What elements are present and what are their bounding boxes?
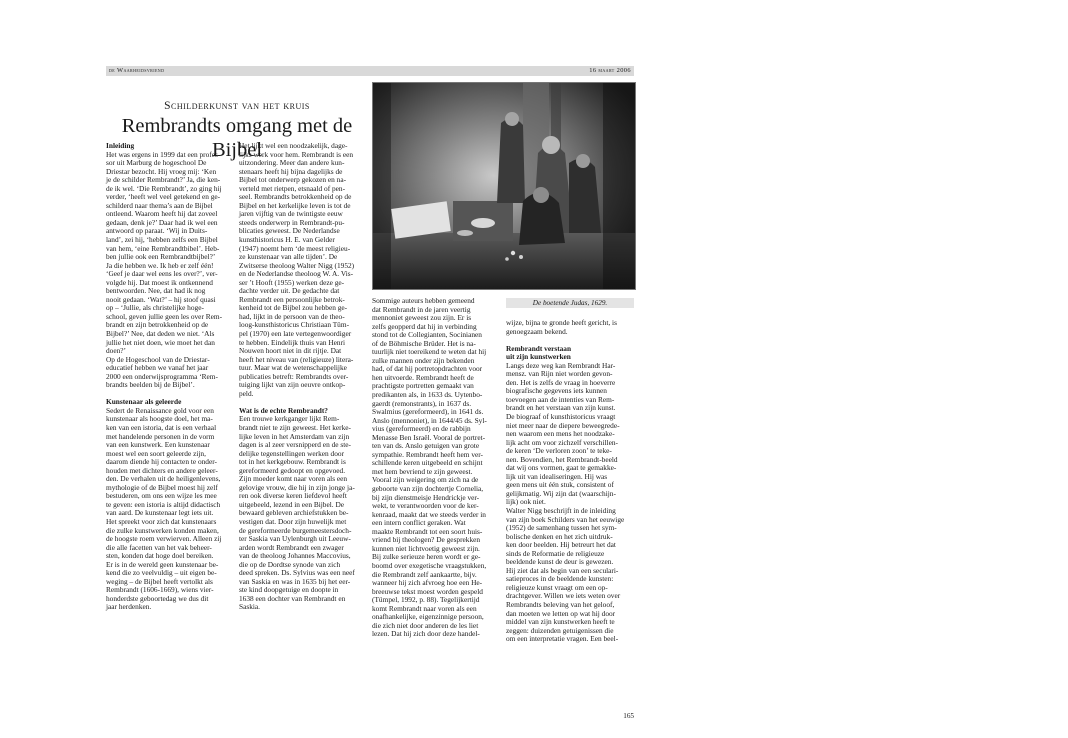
text-line: deed spreken. Ds. Sylvius was een neef bbox=[239, 568, 355, 578]
text-line: vestigen dat. Door zijn huwelijk met bbox=[239, 517, 347, 527]
text-line: op – ‘Jullie, als christelijke hoge- bbox=[106, 303, 204, 313]
section-heading: Kunstenaar als geleerde bbox=[106, 397, 182, 407]
text-line: nen. Bovendien, het Rembrandt-beeld bbox=[506, 454, 618, 464]
newspaper-page bbox=[106, 66, 634, 724]
text-line: jaar herdenken. bbox=[106, 602, 152, 612]
text-line: ken van een istoria, dat is een verhaal bbox=[106, 423, 217, 432]
text-line: Zwitserse theoloog Walter Nigg (1952) bbox=[239, 260, 355, 270]
text-line: De biograaf of kunsthistoricus vraagt bbox=[506, 411, 616, 421]
text-line: Rembrandt (1606-1669), wiens vier- bbox=[106, 585, 214, 595]
section-heading: Inleiding bbox=[106, 141, 135, 150]
painting-image bbox=[372, 82, 636, 290]
paragraph bbox=[239, 142, 368, 398]
text-line: mennoniet geweest zou zijn. Er is bbox=[372, 313, 472, 323]
text-line: hen uitvoerde. Rembrandt heeft de bbox=[372, 372, 474, 382]
paragraph bbox=[106, 407, 230, 612]
text-line: satieproces in de beeldende kunsten: bbox=[506, 574, 614, 584]
text-line: weging – de Bijbel heeft vertolkt als bbox=[106, 576, 213, 586]
text-line: die zulke kunstwerken konden maken, bbox=[106, 525, 219, 535]
text-line: zulke mannen onder zijn bekenden bbox=[372, 355, 475, 365]
text-line: kunsthistoricus H. E. van Gelder bbox=[239, 235, 335, 245]
text-line: sinds de Reformatie de religieuze bbox=[506, 548, 605, 558]
text-line: je de schilder Rembrandt?’ Ja, die ken- bbox=[106, 175, 221, 185]
section-heading: Wat is de echte Rembrandt? bbox=[239, 405, 328, 415]
text-line: die alle facetten van het vak beheer- bbox=[106, 542, 212, 552]
text-line: bij zijn dienstmeisje Hendrickje ver- bbox=[372, 492, 480, 502]
text-line: volgde hij. Dat moest ik ontkennend bbox=[106, 277, 213, 287]
text-line: daarom diende hij contacten te onder- bbox=[106, 457, 217, 467]
text-line: Walter Nigg beschrijft in de inleiding bbox=[506, 505, 616, 515]
text-line: kenraad, maakt dat we steeds verder in bbox=[372, 509, 486, 519]
text-line: tot in het kerkgebouw. Rembrandt is bbox=[239, 457, 346, 467]
text-line: gedaan, denk je?’ Daar had ik wel een bbox=[106, 217, 218, 227]
text-line: biografische gegevens iets kunnen bbox=[506, 386, 607, 396]
page-number: 165 bbox=[623, 712, 634, 720]
text-line: middel van zijn kunstwerken heeft te bbox=[506, 617, 615, 627]
text-line: Er is in de wereld geen kunstenaar be- bbox=[106, 559, 219, 569]
text-line: lezen. Dat hij zich door deze handel- bbox=[372, 629, 480, 639]
paragraph bbox=[506, 362, 634, 644]
text-line: te geven: een istoria is altijd didactisch bbox=[106, 499, 221, 509]
text-line: Anslo (mennoniet), in 1644/45 ds. Syl- bbox=[372, 415, 487, 425]
text-line: nen waarom een mens het noodzake- bbox=[506, 429, 615, 439]
text-line: dagen is al zeer versnipperd en de ste- bbox=[239, 440, 351, 450]
text-line: wekt, te verantwoorden voor de ker- bbox=[372, 501, 479, 511]
text-line: Het lijkt wel een noodzakelijk, dage- bbox=[239, 141, 348, 150]
text-line: seel. Rembrandts betrokkenheid op de bbox=[239, 192, 352, 202]
column-4 bbox=[506, 319, 634, 644]
text-line: gelovige vrouw, die hij in zijn jonge ja- bbox=[239, 482, 355, 492]
text-line: van hem, ‘eine Rembrandtbibel’. Heb- bbox=[106, 243, 220, 253]
text-line: van de theoloog Johannes Maccovius, bbox=[239, 551, 351, 561]
text-line: Ja die hebben we. Ik heb er zelf één! bbox=[106, 260, 214, 270]
text-line: jullie het niet doen, wie moet het dan bbox=[106, 337, 215, 347]
text-line: kunstenaar als hoogste doel, het ma- bbox=[106, 414, 213, 424]
text-line: den. De verhalen uit de heiligenlevens, bbox=[106, 474, 221, 484]
text-line: die op de Dordtse synode van zich bbox=[239, 559, 341, 569]
text-line: of de Böhmische Brüder. Het is na- bbox=[372, 338, 476, 348]
paragraph bbox=[372, 297, 500, 639]
text-line: religieuze kunst vraagt om een op- bbox=[506, 582, 608, 592]
text-line: lijks werk voor hem. Rembrandt is een bbox=[239, 149, 354, 159]
text-line: sor uit Marburg de hogeschool De bbox=[106, 158, 207, 168]
section-heading-line-2: uit zijn kunstwerken bbox=[506, 352, 571, 362]
figure-caption: De boetende Judas, 1629. bbox=[506, 298, 634, 308]
text-line: van aard. De kunstenaar legt iets uit. bbox=[106, 508, 214, 518]
text-line: dachte verder uit. De gedachte dat bbox=[239, 286, 340, 296]
text-line: Vooral zijn weigering om zich na de bbox=[372, 475, 479, 485]
text-line: brandts beelden bij de Bijbel’. bbox=[106, 380, 195, 390]
text-line: ter Saskia van Uylenburgh uit Leeuw- bbox=[239, 534, 351, 544]
text-line: ser ’t Hooft (1955) werken deze ge- bbox=[239, 277, 345, 287]
text-line: (1952) de samenhang tussen het sym- bbox=[506, 523, 617, 533]
text-line: Saskia. bbox=[239, 602, 261, 612]
text-line: nooit gedaan. ‘Wat?’ – hij stoof quasi bbox=[106, 294, 216, 304]
text-line: sympathie. Rembrandt heeft hem ver- bbox=[372, 449, 483, 459]
text-line: Menasse Ben Israël. Vooral de portret- bbox=[372, 432, 486, 442]
text-line: onafhankelijke, eigenzinnige persoon, bbox=[372, 612, 484, 622]
text-line: lijke leven in het Amsterdam van zijn bbox=[239, 431, 350, 441]
text-line: houden met dichters en andere geleer- bbox=[106, 465, 218, 475]
text-line: ken door beelden. Hij betreurt het dat bbox=[506, 540, 616, 550]
text-line: geboorte van zijn dochtertje Cornelia, bbox=[372, 484, 484, 494]
text-line: dan moeten we letten op wat hij door bbox=[506, 608, 616, 618]
text-line: schillende keren uitgebeeld en schijnt bbox=[372, 458, 483, 468]
text-line: (Tümpel, 1992, p. 88). Tegelijkertijd bbox=[372, 595, 480, 605]
text-line: niet meer naar de diepere beweegrede- bbox=[506, 420, 620, 430]
text-line: kunnen niet lichtvoetig geweest zijn. bbox=[372, 543, 480, 553]
text-line: Bijbel tot onderwerp gekozen en na- bbox=[239, 175, 347, 185]
text-line: bewaard gebleven archiefstukken be- bbox=[239, 508, 349, 518]
text-line: die zich niet door anderen de les liet bbox=[372, 620, 479, 630]
text-line: ze kunstenaar van alle tijden’. De bbox=[239, 252, 338, 262]
text-line: kenheid tot de Bijbel zou hebben ge- bbox=[239, 303, 348, 313]
text-line: Swalmius (gereformeerd), in 1641 ds. bbox=[372, 407, 484, 417]
text-line: kend die zo veelvuldig – uit eigen be- bbox=[106, 568, 217, 578]
text-line: zeggen: duizenden getuigenissen die bbox=[506, 625, 614, 635]
text-line: school, geven jullie geen les over Rem- bbox=[106, 311, 223, 321]
text-line: sten, konden dat hoge doel bereiken. bbox=[106, 551, 214, 561]
text-line: ben jullie ook een Rembrandtbijbel?’ bbox=[106, 252, 216, 262]
article-title: Rembrandts omgang met de Bijbel bbox=[121, 115, 353, 161]
text-line: doen?’ bbox=[106, 346, 126, 356]
text-line: gelijkmatig. Wij zijn dat (waarschijn- bbox=[506, 488, 616, 498]
text-line: Bijbel?’ Nee, dat deden we niet. ‘Als bbox=[106, 329, 215, 339]
text-line: Nouwen hoort niet in dit rijtje. Dat bbox=[239, 346, 342, 356]
text-line: dat wij ons vormen, gaat te gemakke- bbox=[506, 463, 617, 473]
text-line: de gereformeerde burgemeestersdoch- bbox=[239, 525, 352, 535]
text-line: gaerdt (remonstrants), in 1637 ds. bbox=[372, 398, 472, 408]
text-line: ten van ds. Anslo getuigen van grote bbox=[372, 441, 480, 451]
text-line: Een trouwe kerkganger lijkt Rem- bbox=[239, 414, 340, 424]
text-line: gereformeerd gedoopt en opgevoed. bbox=[239, 465, 346, 475]
text-line: antwoord op paraat. ‘Wij in Duits- bbox=[106, 226, 208, 236]
text-line: 1638 een dochter van Rembrandt en bbox=[239, 593, 346, 603]
text-line: vriend bij theologen? De gesprekken bbox=[372, 535, 481, 545]
text-line: arden wordt Rembrandt een zwager bbox=[239, 542, 344, 552]
text-line: te hebben. Eindelijk thuis van Henri bbox=[239, 337, 346, 347]
text-line: ste kind doopgetuige en doopte in bbox=[239, 585, 339, 595]
text-line: ontleend. Waarom heeft hij dat zoveel bbox=[106, 209, 218, 219]
text-line: Bijbel en het kerkelijke leven is tot de bbox=[239, 200, 351, 210]
text-line: Op de Hogeschool van de Driestar- bbox=[106, 354, 210, 364]
text-line: Bij zulke serieuze heren wordt er ge- bbox=[372, 552, 481, 562]
text-line: lijk uit van idealiseringen. Hij was bbox=[506, 471, 608, 481]
text-line: vius (gereformeerd) en de rabbijn bbox=[372, 424, 471, 434]
running-header bbox=[106, 66, 634, 76]
text-line: land’, zei hij, ‘hebben zelfs een Bijbel bbox=[106, 235, 218, 245]
column-3 bbox=[372, 297, 500, 639]
text-line: Sedert de Renaissance gold voor een bbox=[106, 405, 214, 415]
column-1 bbox=[106, 142, 230, 612]
text-line: uitzondering. Meer dan andere kun- bbox=[239, 158, 345, 168]
publication-name: de Waarheidsvriend bbox=[109, 67, 165, 74]
text-line: peld. bbox=[239, 388, 254, 398]
text-line: met handelende personen in de vorm bbox=[106, 431, 215, 441]
text-line: beeldende kunst de deur is gewezen. bbox=[506, 557, 614, 567]
text-line: Driestar bezocht. Hij vroeg mij: ‘Ken bbox=[106, 166, 217, 176]
paragraph bbox=[239, 415, 368, 612]
text-line: boomd over exegetische vraagstukken, bbox=[372, 560, 487, 570]
text-line: predikanten als, in 1633 ds. Uytenbo- bbox=[372, 390, 483, 400]
text-line: Langs deze weg kan Rembrandt Har- bbox=[506, 360, 616, 370]
text-line: Sommige auteurs hebben gemeend bbox=[372, 296, 475, 305]
article-kicker: Schilderkunst van het kruis bbox=[164, 100, 310, 112]
text-line: wanneer hij zich afvroeg hoe een He- bbox=[372, 578, 483, 588]
text-line: drachtgever. Willen we iets weten over bbox=[506, 591, 621, 601]
section-heading: Rembrandt verstaan bbox=[506, 343, 572, 353]
text-line: genoegzaam bekend. bbox=[506, 326, 568, 336]
text-line: breeuwse tekst moest worden gespeld bbox=[372, 586, 483, 596]
text-line: van een kunstwerk. Een kunstenaar bbox=[106, 440, 210, 450]
text-line: Zijn moeder komt naar voren als een bbox=[239, 474, 348, 484]
text-line: lijk acht om voor zichzelf verschillen- bbox=[506, 437, 618, 447]
text-line: heeft het niveau van (religieuze) litera- bbox=[239, 354, 354, 364]
paragraph bbox=[106, 151, 230, 390]
text-line: den. Het is zelfs de vraag in hoeverre bbox=[506, 377, 616, 387]
text-line: toevoegen aan de intenties van Rem- bbox=[506, 394, 615, 404]
text-line: en de Nederlandse theoloog W. A. Vis- bbox=[239, 269, 354, 279]
text-line: had, of dat hij portretopdrachten voor bbox=[372, 364, 483, 374]
paragraph bbox=[506, 319, 634, 336]
text-line: met hem bevriend te zijn geweest. bbox=[372, 466, 473, 476]
text-line: tuurlijk niet toereikend te weten dat hij bbox=[372, 347, 487, 357]
text-line: verder, ‘heeft wel veel getekend en ge- bbox=[106, 192, 221, 202]
text-line: bestuderen, om ons een wijze les mee bbox=[106, 491, 217, 501]
text-line: brandt en zijn betrokkenheid op de bbox=[106, 320, 209, 330]
text-line: stenaars heeft hij bijna dagelijks de bbox=[239, 166, 343, 176]
text-line: moest wel een soort geleerde zijn, bbox=[106, 448, 206, 458]
text-line: 2000 een onderwijsprogramma ‘Rem- bbox=[106, 371, 218, 381]
text-line: Rembrandts beleving van het geloof, bbox=[506, 600, 615, 609]
text-line: zelfs geopperd dat hij in verbinding bbox=[372, 321, 477, 331]
text-line: geen mens uit één stuk, consistent of bbox=[506, 480, 614, 490]
text-line: ‘Geef je daar wel eens les over?’, ver- bbox=[106, 269, 218, 279]
text-line: komt Rembrandt naar voren als een bbox=[372, 603, 477, 613]
text-line: mythologie of de Bijbel moest hij zelf bbox=[106, 482, 218, 492]
text-line: maakte Rembrandt tot een soort huis- bbox=[372, 526, 483, 536]
publication-date: 16 maart 2006 bbox=[589, 67, 631, 74]
text-line: pel (1970) een late vertegenwoordiger bbox=[239, 329, 352, 339]
text-line: had, lijkt in de persoon van de theo- bbox=[239, 311, 345, 321]
text-line: blicaties geweest. De Nederlandse bbox=[239, 226, 340, 236]
text-line: brandt niet te zijn geweest. Het kerke- bbox=[239, 423, 351, 432]
column-2 bbox=[239, 142, 368, 612]
text-line: dat Rembrandt in de jaren veertig bbox=[372, 304, 471, 314]
text-line: Het was ergens in 1999 dat een profes- bbox=[106, 149, 221, 159]
text-line: die Rembrandt zelf aankaartte, bijv. bbox=[372, 569, 477, 579]
text-line: tuiging lijkt van zijn oeuvre ontkop- bbox=[239, 380, 346, 390]
text-line: van Saskia en was in 1635 bij het eer- bbox=[239, 576, 351, 586]
text-line: honderdste geboortedag we dus dit bbox=[106, 593, 209, 603]
text-line: Het spreekt voor zich dat kunstenaars bbox=[106, 517, 217, 527]
text-line: van zijn boek Schilders van het eeuwige bbox=[506, 514, 625, 524]
text-line: loog-kunsthistoricus Christiaan Tüm- bbox=[239, 320, 350, 330]
text-line: schilderd naar thema’s aan de Bijbel bbox=[106, 200, 213, 210]
text-line: om een interpretatie vragen. Een beel- bbox=[506, 634, 619, 644]
text-line: bolische denken en het zich uitdruk- bbox=[506, 531, 613, 541]
text-line: bentwoorden. Nee, dat had ik nog bbox=[106, 286, 206, 296]
text-line: de ik wel. ‘Die Rembrandt’, zo ging hij bbox=[106, 183, 222, 193]
painting-judas-repentant bbox=[373, 83, 635, 289]
text-line: de keren ‘De verloren zoon’ te teke- bbox=[506, 446, 612, 456]
text-line: Hij ziet dat als begin van een seculari- bbox=[506, 565, 619, 575]
text-line: een intern conflict geraken. Wat bbox=[372, 518, 466, 528]
text-line: brandt en het verstaan van zijn kunst. bbox=[506, 403, 616, 413]
text-line: delijke tegenstellingen werken door bbox=[239, 448, 345, 458]
text-line: Rembrandt een persoonlijke betrok- bbox=[239, 294, 345, 304]
text-line: publicaties betreft: Rembrandts over- bbox=[239, 371, 349, 381]
text-line: steeds onderwerp in Rembrandt-pu- bbox=[239, 217, 345, 227]
text-line: wijze, bijna te gronde heeft gericht, is bbox=[506, 318, 617, 327]
text-line: lijk) ook niet. bbox=[506, 497, 546, 507]
text-line: uitgebeeld, lezend in een Bijbel. De bbox=[239, 499, 345, 509]
text-line: mensz. van Rijn niet worden gevon- bbox=[506, 369, 613, 379]
text-line: stond tot de Collegianten, Socinianen bbox=[372, 330, 482, 340]
text-line: jaren vijftig van de twintigste eeuw bbox=[239, 209, 343, 219]
text-line: verteld met rietpen, etsnaald of pen- bbox=[239, 183, 346, 193]
text-line: ren ook diverse keren liefdevol heeft bbox=[239, 491, 347, 501]
text-line: de hoogste roem verwierven. Alleen zij bbox=[106, 534, 222, 544]
text-line: tuur. Maar wat de wetenschappelijke bbox=[239, 363, 347, 373]
text-line: educatief hebben we vanaf het jaar bbox=[106, 363, 209, 373]
text-line: prachtigste portretten gemaakt van bbox=[372, 381, 474, 391]
text-line: (1947) noemt hem ‘de meest religieu- bbox=[239, 243, 351, 253]
